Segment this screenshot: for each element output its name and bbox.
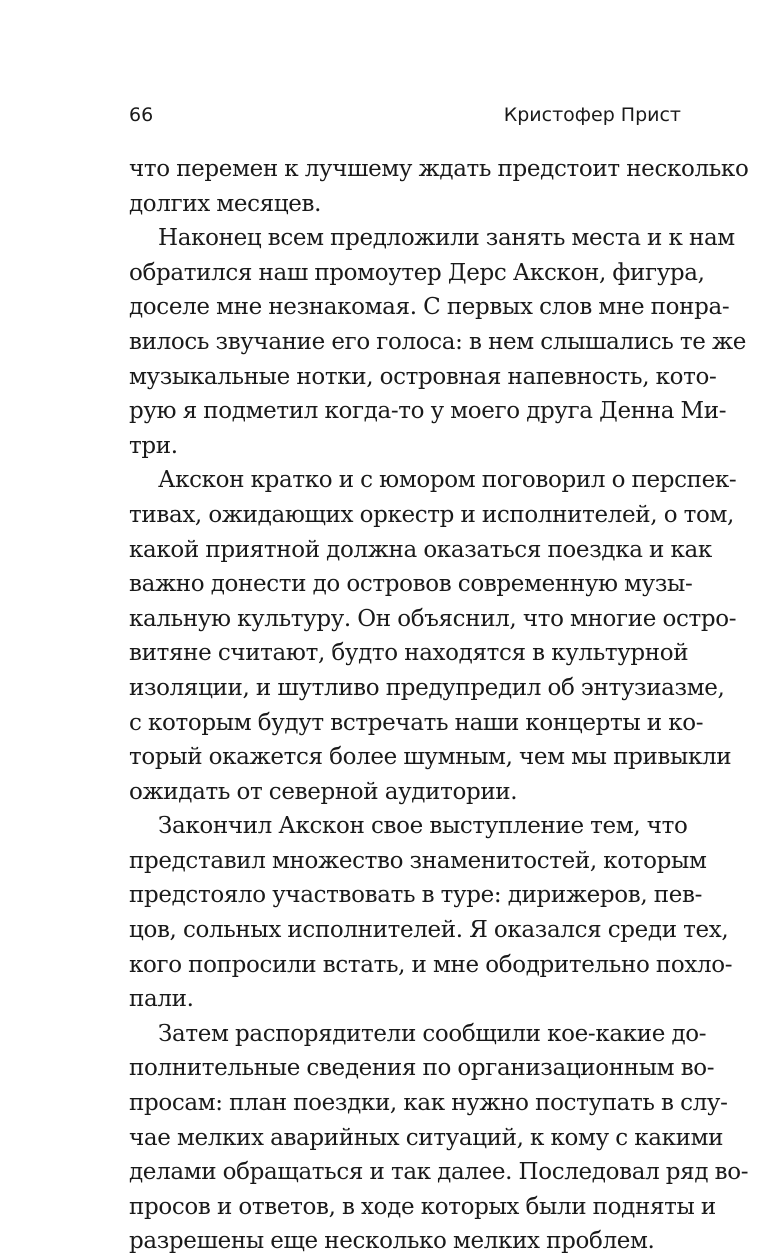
text-line: просам: план поездки, как нужно поступать в слу- <box>129 1090 728 1117</box>
text-line: какой приятной должна оказаться поездка и как <box>129 536 712 563</box>
text-line: просов и ответов, в ходе которых были подняты и <box>129 1193 716 1220</box>
text-line: что перемен к лучшему ждать предстоит несколько <box>129 156 749 182</box>
text-line: кальную культуру. Он объяснил, что многие остро- <box>129 605 737 632</box>
text-line: вилось звучание его голоса: в нем слышались те же <box>129 328 747 355</box>
text-line: важно донести до островов современную музы- <box>129 571 693 598</box>
paragraph-1 <box>129 152 749 221</box>
text-line: рую я подметил когда-то у моего друга Денна Ми- <box>129 398 727 425</box>
text-line: полнительные сведения по организационным во- <box>129 1055 715 1082</box>
text-line: кого попросили встать, и мне ободрительно похло- <box>129 951 733 978</box>
text-line: витяне считают, будто находятся в культурной <box>129 640 689 667</box>
paragraph-2 <box>129 221 747 463</box>
running-header <box>129 100 681 130</box>
text-line: доселе мне незнакомая. С первых слов мне понра- <box>129 294 730 321</box>
text-line: Акскон кратко и с юмором поговорил о перспек- <box>158 467 737 494</box>
text-line: изоляции, и шутливо предупредил об энтузиазме, <box>129 674 725 701</box>
text-line: Наконец всем предложили занять места и к нам <box>158 225 735 252</box>
text-line: обратился наш промоутер Дерс Акскон, фигура, <box>129 259 705 286</box>
page-number: 66 <box>129 104 154 126</box>
text-line: цов, сольных исполнителей. Я оказался среди тех, <box>129 917 729 944</box>
text-line: ожидать от северной аудитории. <box>129 778 518 805</box>
text-line: музыкальные нотки, островная напевность, кото- <box>129 363 717 390</box>
text-line: тивах, ожидающих оркестр и исполнителей, о том, <box>129 501 735 528</box>
paragraph-3 <box>129 463 737 809</box>
body-text <box>129 152 749 1259</box>
text-line: чае мелких аварийных ситуаций, к кому с какими <box>129 1124 724 1151</box>
text-line: пали. <box>129 986 194 1013</box>
text-line: предстояло участвовать в туре: дирижеров, пев- <box>129 882 703 909</box>
text-line: долгих месяцев. <box>129 190 322 217</box>
text-line: Закончил Акскон свое выступление тем, что <box>158 813 688 840</box>
text-line: торый окажется более шумным, чем мы привыкли <box>129 744 732 771</box>
text-line: делами обращаться и так далее. Последовал ряд во- <box>129 1159 749 1186</box>
paragraph-4 <box>129 809 733 1017</box>
text-line: разрешены еще несколько мелких проблем. <box>129 1228 655 1255</box>
paragraph-5 <box>129 1017 749 1259</box>
text-line: Затем распорядители сообщили кое-какие до- <box>158 1020 707 1047</box>
text-line: с которым будут встречать наши концерты и ко- <box>129 709 704 736</box>
text-line: три. <box>129 432 178 459</box>
text-line: представил множество знаменитостей, которым <box>129 847 707 874</box>
running-title: Кристофер Прист <box>503 104 681 126</box>
